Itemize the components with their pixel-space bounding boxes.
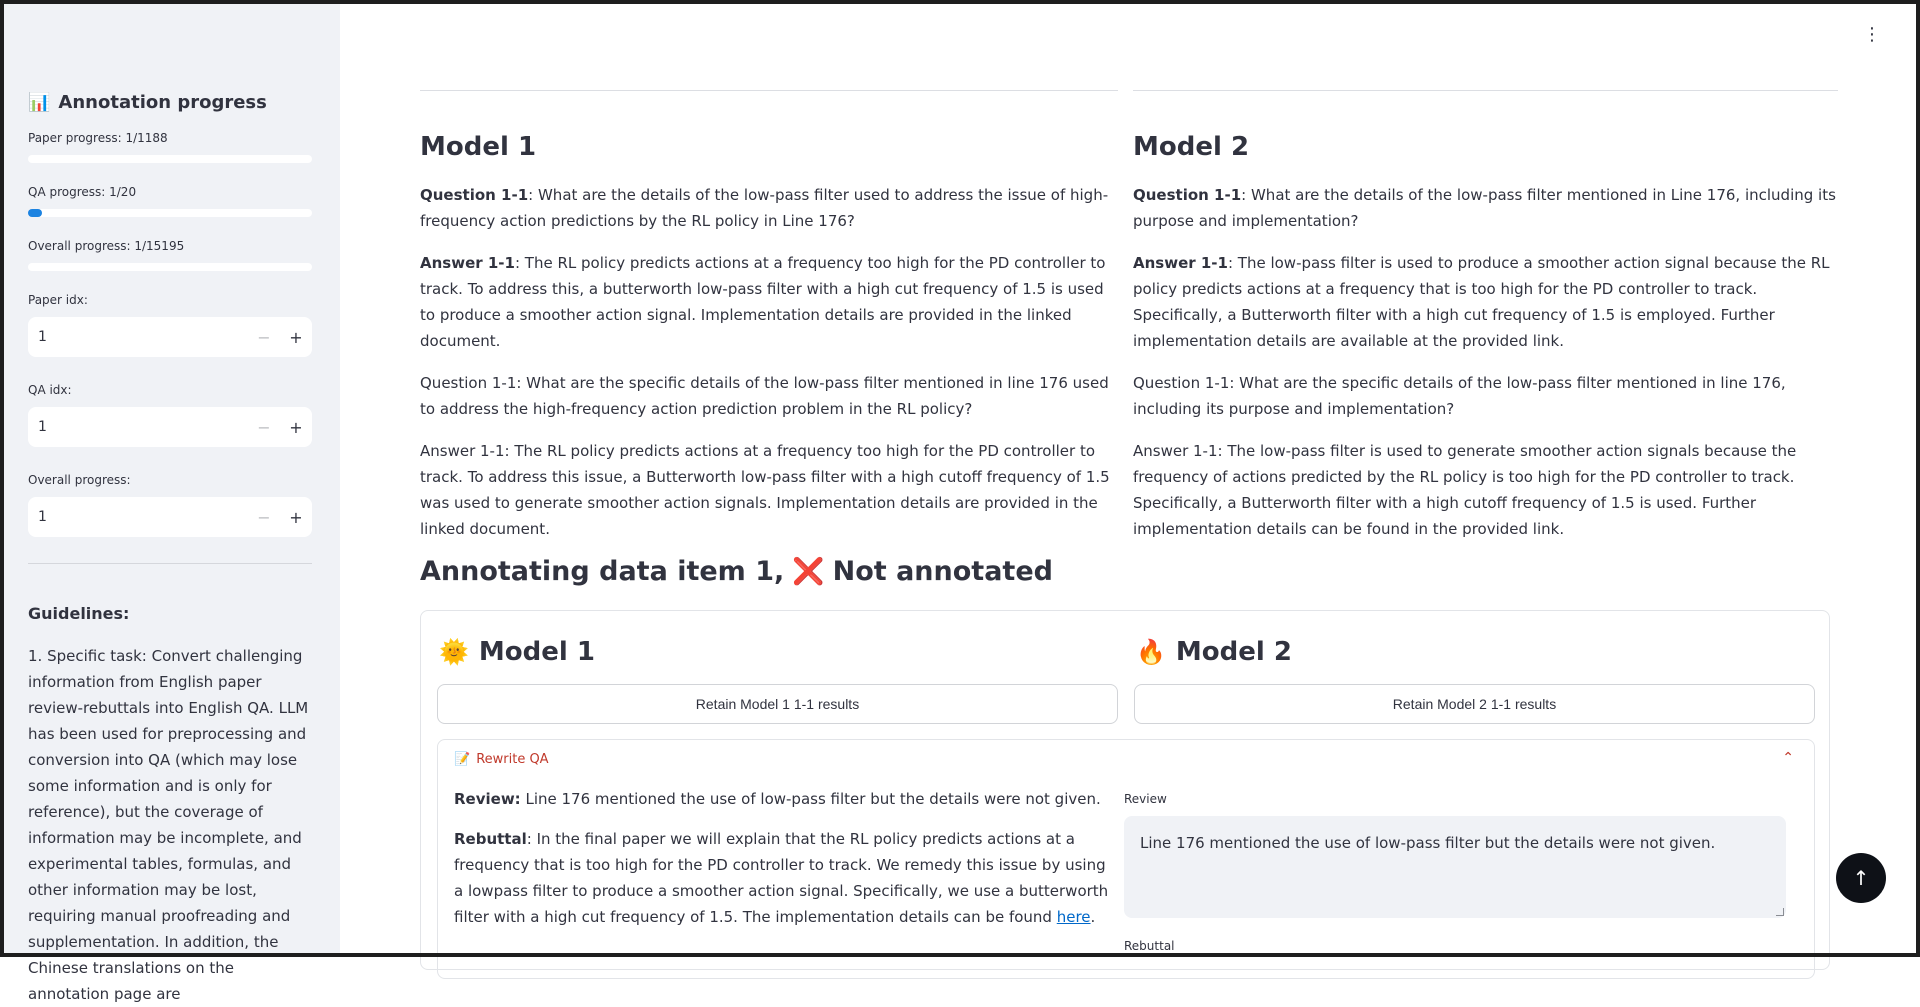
review-paragraph (454, 786, 1114, 812)
paper-idx-label: Paper idx: (28, 293, 88, 307)
model2-question (1133, 182, 1838, 234)
model1-question-text: : What are the details of the low-pass filter used to address the issue of high-frequency action predictions by the RL policy in Line 176? (420, 186, 1109, 230)
review-label: Review: (454, 790, 521, 808)
sidebar-title-text: Annotation progress (58, 92, 267, 113)
overall-idx-increment-button[interactable]: + (289, 507, 303, 527)
top-decoration-bar (0, 0, 1920, 2)
overall-progress-label: Overall progress: 1/15195 (28, 239, 185, 253)
paper-progress (28, 131, 312, 163)
qa-progress-bar (28, 209, 312, 217)
resize-handle[interactable] (1776, 908, 1784, 916)
model1-question-label: Question 1-1 (420, 186, 529, 204)
overall-idx-label: Overall progress: (28, 473, 131, 487)
model2-answer-label: Answer 1-1 (1133, 254, 1228, 272)
model2-question-text: : What are the details of the low-pass filter mentioned in Line 176, including its purpose and implementation? (1133, 186, 1836, 230)
review-textarea[interactable] (1124, 816, 1786, 918)
arrow-up-icon: ↑ (1852, 866, 1870, 890)
model2-divider (1133, 90, 1838, 91)
rebuttal-paragraph (454, 826, 1114, 930)
card-model1-title: Model 1 (478, 637, 595, 667)
rebuttal-end: . (1090, 908, 1096, 926)
annotation-card (420, 610, 1830, 970)
paper-progress-label: Paper progress: 1/1188 (28, 131, 168, 145)
rewrite-qa-expander (437, 739, 1815, 979)
review-field-label: Review (1124, 792, 1167, 806)
retain-model1-button[interactable]: Retain Model 1 1-1 results (437, 684, 1118, 724)
bar-chart-icon: 📊 (28, 92, 51, 113)
annotating-prefix: Annotating data item 1, (420, 556, 785, 587)
model1-question (420, 182, 1118, 234)
fire-icon: 🔥 (1136, 638, 1166, 666)
overall-progress (28, 239, 312, 271)
guidelines-title: Guidelines: (28, 604, 130, 623)
model1-divider (420, 90, 1118, 91)
more-menu-icon[interactable]: ⋮ (1863, 23, 1881, 45)
sidebar-divider (28, 563, 312, 564)
paper-idx-increment-button[interactable]: + (289, 327, 303, 347)
sidebar (4, 0, 340, 1003)
review-textarea-value[interactable]: Line 176 mentioned the use of low-pass filter but the details were not given. (1140, 834, 1716, 852)
model1-heading: Model 1 (420, 132, 537, 162)
overall-idx-decrement-button[interactable]: − (257, 507, 271, 527)
guidelines-text: 1. Specific task: Convert challenging information from English paper review-rebuttals into English QA. LLM has been used for preprocessing and conversion into QA (which may lose some information and is only for reference), but the coverage of information may be incomplete, and experimental tables, formulas, and other information may be lost, requiring manual proofreading and supplementation. In addition, the Chinese translations on the annotation page are (28, 647, 309, 1003)
model1-answer (420, 250, 1118, 354)
rebuttal-text: : In the final paper we will explain that the RL policy predicts actions at a frequency that is too high for the PD controller to track. We remedy this issue by using a lowpass filter to produce a smoother action signal. Specifically, we use a butterworth filter with a high cut frequency of 1.5. The implementation details can be found (454, 830, 1109, 926)
overall-idx-input[interactable] (28, 497, 312, 537)
annotating-heading (420, 556, 1053, 587)
qa-progress-label: QA progress: 1/20 (28, 185, 137, 199)
cross-mark-icon: ❌ (792, 556, 825, 587)
paper-idx-decrement-button[interactable]: − (257, 327, 271, 347)
qa-idx-input[interactable] (28, 407, 312, 447)
sidebar-title (28, 92, 312, 113)
model1-answer-alt: Answer 1-1: The RL policy predicts actions at a frequency too high for the PD controller to track. To address this issue, a Butterworth low-pass filter with a high cutoff frequency of 1.5 was used to generate smoother action signals. Implementation details are provided in the linked document. (420, 442, 1110, 538)
chevron-up-icon[interactable]: ⌃ (1782, 750, 1794, 766)
retain-model2-button[interactable]: Retain Model 2 1-1 results (1134, 684, 1815, 724)
rebuttal-label: Rebuttal (454, 830, 527, 848)
model2-heading: Model 2 (1133, 132, 1250, 162)
qa-idx-decrement-button[interactable]: − (257, 417, 271, 437)
model2-qa (1133, 182, 1838, 558)
paper-idx-value[interactable]: 1 (38, 329, 47, 345)
paper-progress-bar (28, 155, 312, 163)
rewrite-qa-header[interactable] (454, 752, 549, 767)
card-model2-title: Model 2 (1175, 637, 1292, 667)
qa-progress (28, 185, 312, 217)
model1-answer-label: Answer 1-1 (420, 254, 515, 272)
qa-idx-label: QA idx: (28, 383, 72, 397)
original-review-rebuttal (454, 786, 1114, 944)
qa-idx-increment-button[interactable]: + (289, 417, 303, 437)
model2-answer-text: : The low-pass filter is used to produce a smoother action signal because the RL policy predicts actions at a frequency that is too high for the PD controller to track. Specifically, a Butterworth filter with a high cut frequency of 1.5 is employed. Further implementation details are available at the provided link. (1133, 254, 1830, 350)
card-model1-heading (439, 637, 595, 667)
model2-answer (1133, 250, 1838, 354)
overall-progress-bar (28, 263, 312, 271)
scroll-to-top-button[interactable] (1836, 853, 1886, 903)
memo-icon: 📝 (454, 752, 471, 767)
review-text: Line 176 mentioned the use of low-pass filter but the details were not given. (520, 790, 1101, 808)
rewrite-qa-label[interactable]: Rewrite QA (476, 752, 549, 767)
model2-question-alt: Question 1-1: What are the specific details of the low-pass filter mentioned in line 176, including its purpose and implementation? (1133, 374, 1786, 418)
card-model2-heading (1136, 637, 1292, 667)
main-content (340, 0, 1916, 957)
model1-qa (420, 182, 1118, 558)
qa-idx-value[interactable]: 1 (38, 419, 47, 435)
model2-question-label: Question 1-1 (1133, 186, 1242, 204)
sun-icon: 🌞 (439, 638, 469, 666)
overall-idx-value[interactable]: 1 (38, 509, 47, 525)
implementation-link[interactable]: here (1056, 908, 1091, 926)
model1-answer-text: : The RL policy predicts actions at a frequency too high for the PD controller to track. To address this, a butterworth low-pass filter with a high cut frequency of 1.5 is used to produce a smoother action signal. Implementation details are provided in the linked document. (420, 254, 1106, 350)
annotating-status: Not annotated (832, 556, 1053, 587)
paper-idx-input[interactable] (28, 317, 312, 357)
qa-progress-fill (28, 209, 42, 217)
model2-answer-alt: Answer 1-1: The low-pass filter is used to generate smoother action signals because the frequency of actions predicted by the RL policy is too high for the PD controller to track. Specifically, a Butterworth filter with a high cutoff frequency of 1.5 is used. Further implementation details can be found in the provided link. (1133, 442, 1797, 538)
rebuttal-field-label: Rebuttal (1124, 939, 1175, 953)
model1-question-alt: Question 1-1: What are the specific details of the low-pass filter mentioned in line 176 used to address the high-frequency action prediction problem in the RL policy? (420, 374, 1109, 418)
